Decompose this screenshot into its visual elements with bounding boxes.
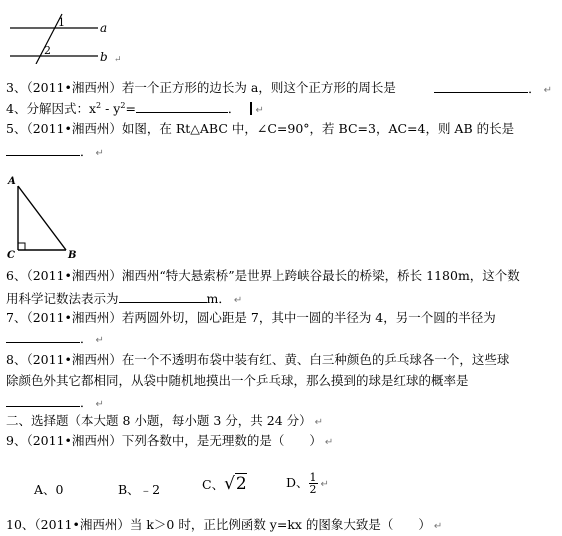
right-triangle-figure xyxy=(4,172,84,260)
question-6-line2: 用科学记数法表示为 m． ↵ xyxy=(6,291,243,306)
question-6-line1: 6、（2011•湘西州）湘西州“特大悬索桥”是世界上跨峡谷最长的桥梁，桥长 1180m，这个数 xyxy=(6,268,520,283)
question-7-text: 7、（2011•湘西州）若两圆外切，圆心距是 7，其中一圆的半径为 4，另一个圆的半径为 xyxy=(6,310,496,325)
right-angle-mark xyxy=(18,243,25,250)
option-b[interactable]: B、﹣2 xyxy=(118,482,161,497)
angle-2-label: 2 xyxy=(44,44,51,57)
question-8-answer-line: ． ↵ xyxy=(6,394,104,413)
vertex-b-label: B xyxy=(68,250,77,260)
option-d[interactable]: D、 $\frac{1}{2}$ ↵ xyxy=(286,471,329,496)
answer-blank-8[interactable] xyxy=(6,394,80,407)
question-3: 3、（2011•湘西州）若一个正方形的边长为 a，则这个正方形的周长是 ． ↵ xyxy=(6,80,552,99)
vertex-c-label: C xyxy=(7,250,15,260)
question-8-line1: 8、（2011•湘西州）在一个不透明布袋中装有红、黄、白三种颜色的乒乓球各一个，这些球 xyxy=(6,352,510,367)
answer-blank-3[interactable] xyxy=(434,80,528,93)
question-8 xyxy=(6,352,552,368)
option-c[interactable]: C、√2 xyxy=(202,474,247,494)
paragraph-mark: ↵ xyxy=(114,55,122,64)
sqrt-symbol: √ xyxy=(224,474,235,494)
option-a[interactable]: A、0 xyxy=(34,482,64,497)
answer-blank-7[interactable] xyxy=(6,330,80,343)
parallel-lines-figure xyxy=(6,12,126,64)
question-10: 10、（2011•湘西州）当 k＞0 时，正比例函数 y=kx 的图象大致是（ ） ↵ xyxy=(6,517,443,532)
answer-blank-5[interactable] xyxy=(6,143,80,156)
question-7 xyxy=(6,310,552,326)
section-2-title: 二、选择题（本大题 8 小题，每小题 3 分，共 24 分） ↵ xyxy=(6,413,324,428)
question-5-text: 5、（2011•湘西州）如图，在 Rt△ABC 中，∠C=90°，若 BC=3，AC=4，则 AB 的长是 xyxy=(6,121,515,136)
fraction-one-half: $\frac{1}{2}$ xyxy=(309,471,317,496)
answer-blank-6[interactable] xyxy=(119,290,207,303)
question-3-text: 3、（2011•湘西州）若一个正方形的边长为 a，则这个正方形的周长是 xyxy=(6,80,396,95)
text-cursor xyxy=(250,102,252,115)
question-6 xyxy=(6,268,552,284)
vertex-a-label: A xyxy=(8,176,16,187)
question-5 xyxy=(6,121,552,137)
side-ab xyxy=(18,186,66,250)
question-9: 9、（2011•湘西州）下列各数中，是无理数的是（ ） ↵ xyxy=(6,433,334,448)
question-5-answer-line: ． ↵ xyxy=(6,143,104,162)
radicand: 2 xyxy=(235,474,247,494)
question-8-line2: 除颜色外其它都相同，从袋中随机地摸出一个乒乓球，那么摸到的球是红球的概率是 xyxy=(6,373,469,388)
question-4: 4、分解因式：$x^2 - y^2=$ ． ↵ xyxy=(6,101,264,116)
angle-1-label: 1 xyxy=(58,16,65,29)
line-b-label: b xyxy=(100,50,108,64)
answer-blank-4[interactable] xyxy=(136,100,228,113)
line-a-label: a xyxy=(100,21,108,35)
question-7-answer-line: ． ↵ xyxy=(6,330,104,349)
